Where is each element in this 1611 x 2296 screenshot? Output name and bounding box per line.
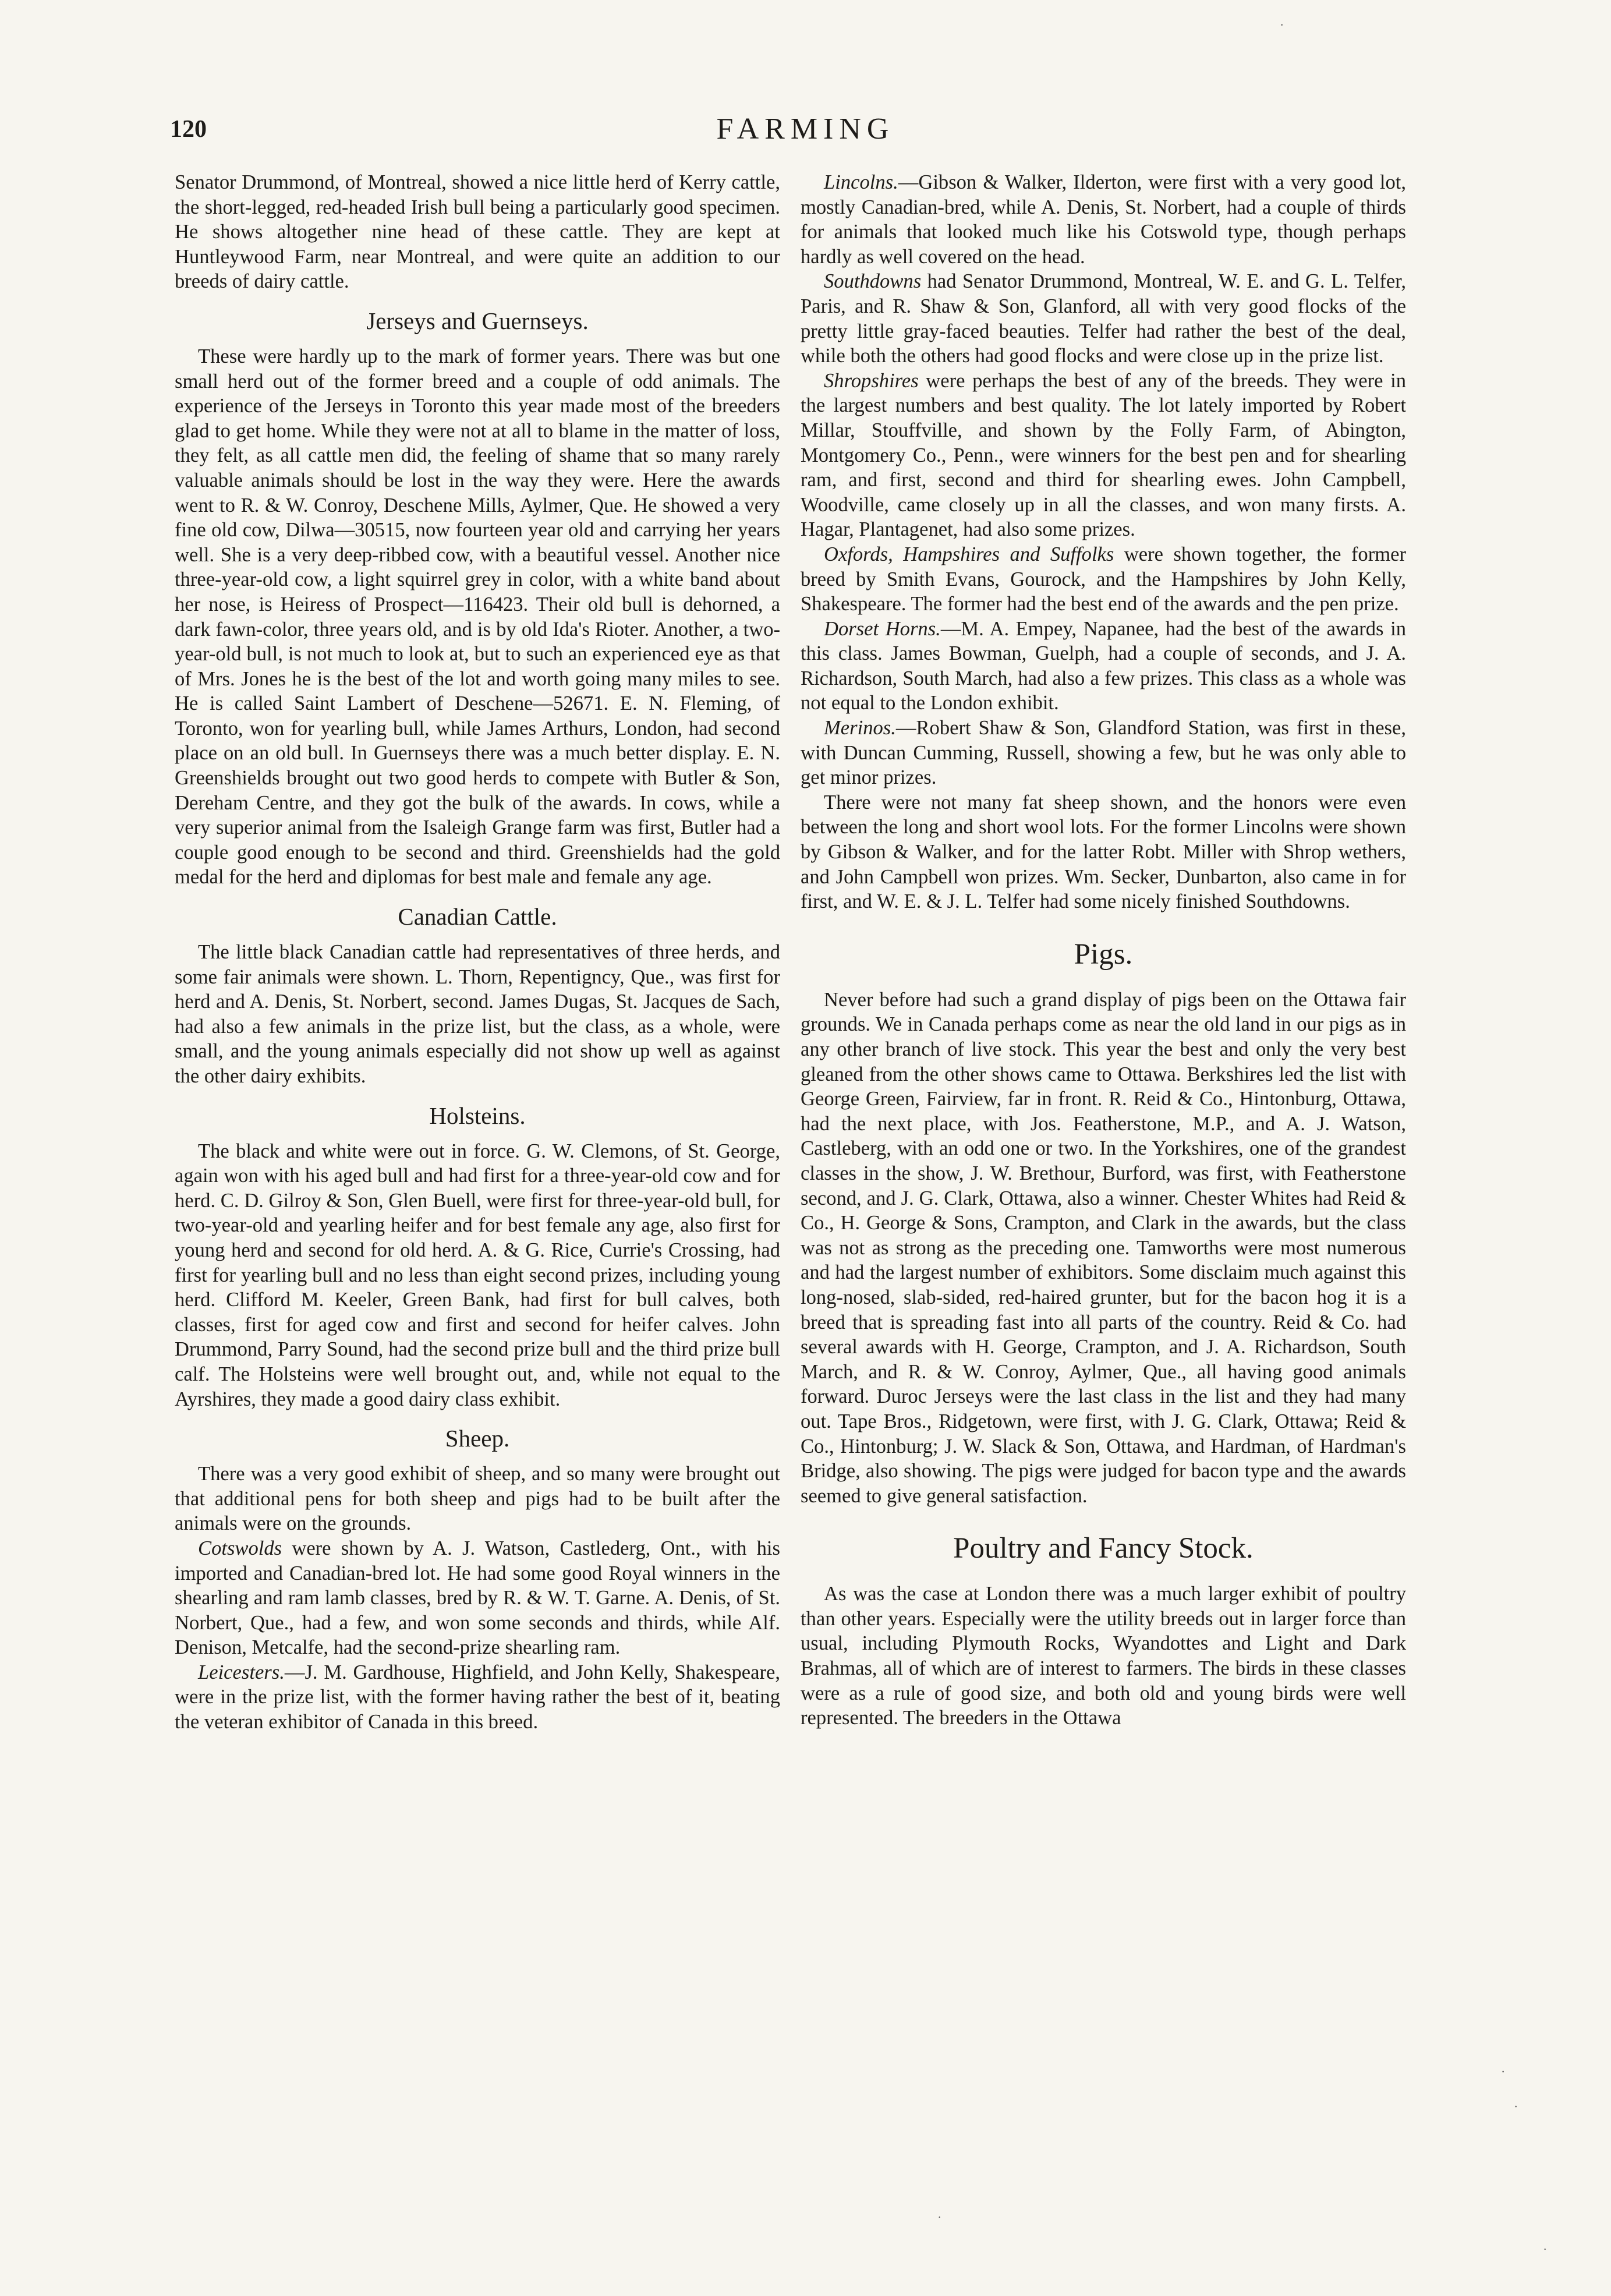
text-merinos: —Robert Shaw & Son, Glandford Station, was first in these, with Duncan Cumming, Russell, showing a few, but he was only able to get minor prizes. bbox=[801, 717, 1406, 789]
paragraph-sheep: There was a very good exhibit of sheep, and so many were brought out that additional pens for both sheep and pigs had to be built after the animals were on the grounds. bbox=[175, 1463, 780, 1535]
paragraph-poultry: As was the case at London there was a much larger exhibit of poultry than other years. Especially were the utility breeds out in larger force than usual, including Plymouth Rocks, Wyandottes and Light and Dark Brahmas, all of which are of interest to farmers. The birds in these classes were as a rule of good size, and both old and young birds were well represented. The breeders in the Ottawa bbox=[801, 1583, 1406, 1729]
scan-speck: · bbox=[1543, 2242, 1548, 2256]
breed-name-merinos: Merinos. bbox=[824, 717, 896, 740]
paragraph-kerry-cattle: Senator Drummond, of Montreal, showed a nice little herd of Kerry cattle, the short-legged, red-headed Irish bull being a particularly good specimen. He shows altogether nine head of these cattle. They are kept at Huntleywood Farm, near Montreal, and were quite an addition to our breeds of dairy cattle. bbox=[175, 171, 780, 293]
paragraph-leicesters bbox=[175, 1660, 780, 1735]
heading-jerseys-guernseys: Jerseys and Guernseys. bbox=[366, 307, 589, 334]
heading-pigs: Pigs. bbox=[1074, 937, 1133, 971]
scan-speck: · bbox=[937, 2210, 942, 2224]
text-cotswolds: were shown by A. J. Watson, Castlederg, Ont., with his imported and Canadian-bred lot. He had some good Royal winners in the shearling and ram lamb classes, bred by R. & W. T. Garne. A. Denis, of St. Norbert, Que., had a few, and won some seconds and thirds, while Alf. Denison, Metcalfe, had the second-prize shearling ram. bbox=[175, 1537, 780, 1659]
paragraph-cotswolds bbox=[175, 1536, 780, 1660]
paragraph-dorset-horns bbox=[801, 617, 1406, 716]
scan-speck: · bbox=[1514, 2099, 1518, 2114]
heading-canadian-cattle: Canadian Cattle. bbox=[398, 903, 557, 931]
heading-poultry-fancy-stock: Poultry and Fancy Stock. bbox=[953, 1532, 1254, 1565]
text-dorset-horns: —M. A. Empey, Napanee, had the best of the awards in this class. James Bowman, Guelph, had a couple of seconds, and J. A. Richardson, South March, had also a few prizes. This class as a whole was not equal to the London exhibit. bbox=[801, 617, 1406, 714]
scan-speck: · bbox=[1280, 17, 1284, 32]
text-oxfords: were shown together, the former breed by Smith Evans, Gourock, and the Hampshires by John Kelly, Shakespeare. The former had the best end of the awards and the pen prize. bbox=[801, 543, 1406, 615]
breed-name-dorset-horns: Dorset Horns. bbox=[824, 617, 941, 640]
text-southdowns: had Senator Drummond, Montreal, W. E. and G. L. Telfer, Paris, and R. Shaw & Son, Glanford, all with very good flocks of the pretty little gray-faced beauties. Telfer had rather the best of the deal, while both the others had good flocks and were close up in the prize list. bbox=[801, 270, 1406, 367]
paragraph-canadian-cattle: The little black Canadian cattle had representatives of three herds, and some fair animals were shown. L. Thorn, Repentigncy, Que., was first for herd and A. Denis, St. Norbert, second. James Dugas, St. Jacques de Sach, had also a few animals in the prize list, but the class, as a whole, were small, and the young animals especially did not show up well as against the other dairy exhibits. bbox=[175, 941, 780, 1087]
paragraph-jerseys-guernseys: These were hardly up to the mark of former years. There was but one small herd out of the former breed and a couple of odd animals. The experience of the Jerseys in Toronto this year made most of the breeders glad to get home. While they were not at all to blame in the matter of loss, they felt, as all cattle men did, the feeling of shame that so many rarely valuable animals should be lost in the way they were. Here the awards went to R. & W. Conroy, Deschene Mills, Aylmer, Que. He showed a very fine old cow, Dilwa—30515, now fourteen year old and carrying her years well. She is a very deep-ribbed cow, with a beautiful vessel. Another nice three-year-old cow, a light squirrel grey in color, with a white band about her nose, is Heiress of Prospect—116423. Their old bull is dehorned, a dark fawn-color, three years old, and is by old Ida's Rioter. Another, a two-year-old bull, is not much to look at, but to such an experienced eye as that of Mrs. Jones he is the best of the lot and worth going many miles to see. He is called Saint Lambert of Deschene—52671. E. N. Fleming, of Toronto, won for yearling bull, while James Arthurs, London, had second place on an old bull. In Guernseys there was a much better display. E. N. Greenshields brought out two good herds to compete with Butler & Son, Dereham Centre, and they got the bulk of the awards. In cows, while a very superior animal from the Isaleigh Grange farm was first, Butler had a couple good enough to be second and third. Greenshields had the gold medal for the herd and diplomas for best male and female any age. bbox=[175, 345, 780, 889]
paragraph-lincolns bbox=[801, 170, 1406, 269]
scan-speck: · bbox=[1501, 2064, 1506, 2079]
breed-name-cotswolds: Cotswolds bbox=[198, 1537, 282, 1559]
left-column bbox=[175, 170, 780, 1735]
paragraph-holsteins: The black and white were out in force. G. W. Clemons, of St. George, again won with his aged bull and had first for a three-year-old cow and for herd. C. D. Gilroy & Son, Glen Buell, were first for three-year-old bull, for two-year-old and yearling heifer and for best female any age, also first for young herd and second for old herd. A. & G. Rice, Currie's Crossing, had first for yearling bull and no less than eight second prizes, including young herd. Clifford M. Keeler, Green Bank, had first for bull calves, both classes, first for aged cow and first and second for heifer calves. John Drummond, Parry Sound, had the second prize bull and the third prize bull calf. The Holsteins were well brought out, and, while not equal to the Ayrshires, they made a good dairy class exhibit. bbox=[175, 1140, 780, 1410]
text-lincolns: —Gibson & Walker, Ilderton, were first with a very good lot, mostly Canadian-bred, while A. Denis, St. Norbert, had a couple of thirds for animals that looked much like his Cotswold type, though perhaps hardly as well covered on the head. bbox=[801, 171, 1406, 268]
breed-name-lincolns: Lincolns. bbox=[824, 171, 898, 193]
text-leicesters: —J. M. Gardhouse, Highfield, and John Kelly, Shakespeare, were in the prize list, with the former having rather the best of it, beating the veteran exhibitor of Canada in this breed. bbox=[175, 1661, 780, 1734]
breed-name-shropshires: Shropshires bbox=[824, 369, 919, 392]
breed-name-oxfords: Oxfords, Hampshires and Suffolks bbox=[824, 543, 1114, 565]
right-column bbox=[801, 170, 1406, 1731]
breed-name-southdowns: Southdowns bbox=[824, 270, 922, 293]
running-title: FARMING bbox=[716, 112, 895, 146]
page-number: 120 bbox=[170, 116, 207, 143]
text-shropshires: were perhaps the best of any of the breeds. They were in the largest numbers and best quality. The lot lately imported by Robert Millar, Stouffville, and shown by the Folly Farm, of Abington, Montgomery Co., Penn., were winners for the best pen and for shearling ram, and first, second and third for shearling ewes. John Campbell, Woodville, came closely up in all the classes, and won many firsts. A. Hagar, Plantagenet, had also some prizes. bbox=[801, 369, 1406, 541]
paragraph-merinos bbox=[801, 716, 1406, 790]
paragraph-southdowns bbox=[801, 269, 1406, 368]
paragraph-oxfords bbox=[801, 542, 1406, 617]
heading-sheep: Sheep. bbox=[445, 1425, 510, 1452]
paragraph-pigs: Never before had such a grand display of pigs been on the Ottawa fair grounds. We in Canada perhaps come as near the old land in our pigs as in any other branch of live stock. This year the best and only the very best gleaned from the other shows came to Ottawa. Berkshires led the list with George Green, Fairview, far in front. R. Reid & Co., Hintonburg, Ottawa, had the next place, with Jos. Featherstone, M.P., and A. J. Watson, Castleberg, with an odd one or two. In the Yorkshires, one of the grandest classes in the show, J. W. Brethour, Burford, was first, with Featherstone second, and J. G. Clark, Ottawa, also a winner. Chester Whites had Reid & Co., H. George & Sons, Crampton, and Clark in the awards, but the class was not as strong as the preceding one. Tamworths were most numerous and had the largest number of exhibitors. Some disclaim much against this long-nosed, slab-sided, red-haired grunter, but for the bacon hog it is a breed that is spreading fast into all parts of the country. Reid & Co. had several awards with H. George, Crampton, and J. A. Richardson, South March, and R. & W. Conroy, Aylmer, Que., all having good animals forward. Duroc Jerseys were the last class in the list and they had many out. Tape Bros., Ridgetown, were first, with J. G. Clark, Ottawa; Reid & Co., Hintonburg; J. W. Slack & Son, Ottawa, and Hardman, of Hardman's Bridge, also showing. The pigs were judged for bacon type and the awards seemed to give general satisfaction. bbox=[801, 988, 1406, 1507]
heading-holsteins: Holsteins. bbox=[429, 1102, 526, 1129]
paragraph-shropshires bbox=[801, 369, 1406, 542]
paragraph-fat-sheep: There were not many fat sheep shown, and the honors were even between the long and short wool lots. For the former Lincolns were shown by Gibson & Walker, and for the latter Robt. Miller with Shrop wethers, and John Campbell won prizes. Wm. Secker, Dunbarton, also came in for first, and W. E. & J. L. Telfer had some nicely finished Southdowns. bbox=[801, 791, 1406, 913]
breed-name-leicesters: Leicesters. bbox=[198, 1661, 285, 1683]
